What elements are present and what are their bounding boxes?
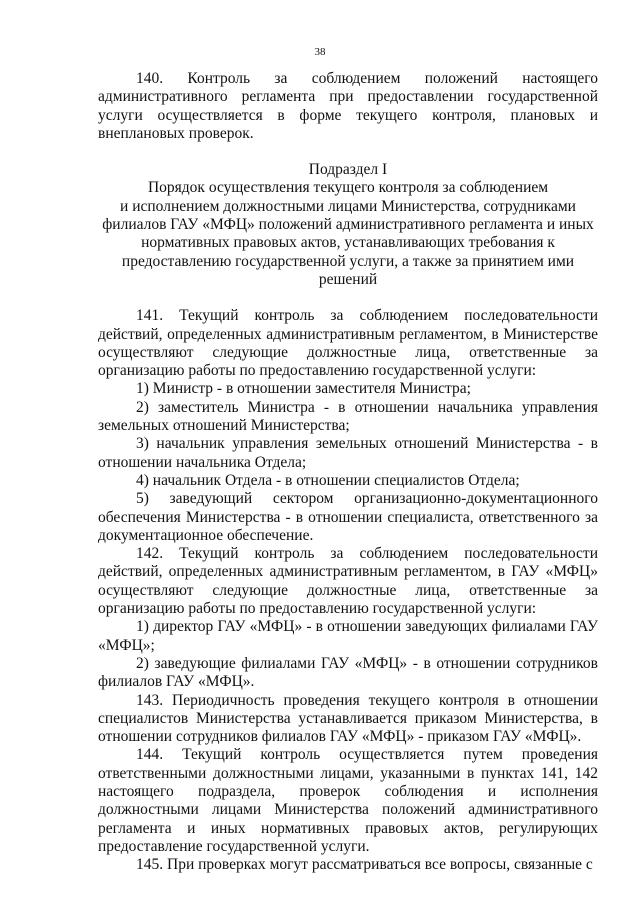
- list-item-141-4: 4) начальник Отдела - в отношении специалистов Отдела;: [136, 471, 520, 489]
- paragraph-145: 145. При проверках могут рассматриваться все вопросы, связанные с: [136, 856, 593, 874]
- list-item-141-5: 5) заведующий сектором организационно-документационного обеспечения Министерства - в отношении специалиста, ответственного за документационное обеспечение.: [98, 490, 598, 544]
- paragraph-142: 142. Текущий контроль за соблюдением последовательности действий, определенных административным регламентом, в ГАУ «МФЦ» осуществляют следующие должностные лица, ответственные за организацию работы по предоставлению государственной услуги:: [98, 545, 598, 618]
- page-number: 38: [314, 46, 326, 58]
- subsection-title-line: и исполнением должностными лицами Министерства, сотрудниками: [120, 197, 576, 215]
- subsection-heading: [98, 161, 598, 289]
- subsection-title-line: филиалов ГАУ «МФЦ» положений административного регламента и иных: [102, 216, 594, 234]
- list-item-142-2: 2) заведующие филиалами ГАУ «МФЦ» - в отношении сотрудников филиалов ГАУ «МФЦ».: [98, 654, 598, 691]
- paragraph-141: 141. Текущий контроль за соблюдением последовательности действий, определенных административным регламентом, в Министерстве осуществляют следующие должностные лица, ответственные за организацию работы по предоставлению государственной услуги:: [98, 307, 598, 380]
- subsection-title-line: предоставлению государственной услуги, а также за принятием ими решений: [121, 252, 575, 288]
- list-item-141-1: 1) Министр - в отношении заместителя Министра;: [136, 380, 471, 398]
- paragraph-143: 143. Периодичность проведения текущего контроля в отношении специалистов Министерства устанавливается приказом Министерства, в отношении сотрудников филиалов ГАУ «МФЦ» - приказом ГАУ «МФЦ».: [98, 691, 598, 746]
- paragraph-144: 144. Текущий контроль осуществляется путем проведения ответственными должностными лицами, указанными в пунктах 141, 142 настоящего подраздела, проверок соблюдения и исполнения должностными лицами Министерства положений административного регламента и иных нормативных правовых актов, регулирующих предоставление государственной услуги.: [98, 746, 598, 855]
- subsection-title-line: Порядок осуществления текущего контроля за соблюдением: [147, 179, 549, 197]
- list-item-141-3: 3) начальник управления земельных отношений Министерства - в отношении начальника Отдела;: [98, 435, 598, 471]
- subsection-label: Подраздел I: [308, 161, 388, 179]
- subsection-title-line: нормативных правовых актов, устанавливающих требования к: [141, 234, 555, 252]
- document-body: [98, 70, 598, 874]
- paragraph-140: 140. Контроль за соблюдением положений настоящего административного регламента при предоставлении государственной услуги осуществляется в форме текущего контроля, плановых и внеплановых проверок.: [98, 70, 598, 142]
- list-item-142-1: 1) директор ГАУ «МФЦ» - в отношении заведующих филиалами ГАУ «МФЦ»;: [98, 618, 598, 654]
- list-item-141-2: 2) заместитель Министра - в отношении начальника управления земельных отношений Министерства;: [98, 398, 598, 435]
